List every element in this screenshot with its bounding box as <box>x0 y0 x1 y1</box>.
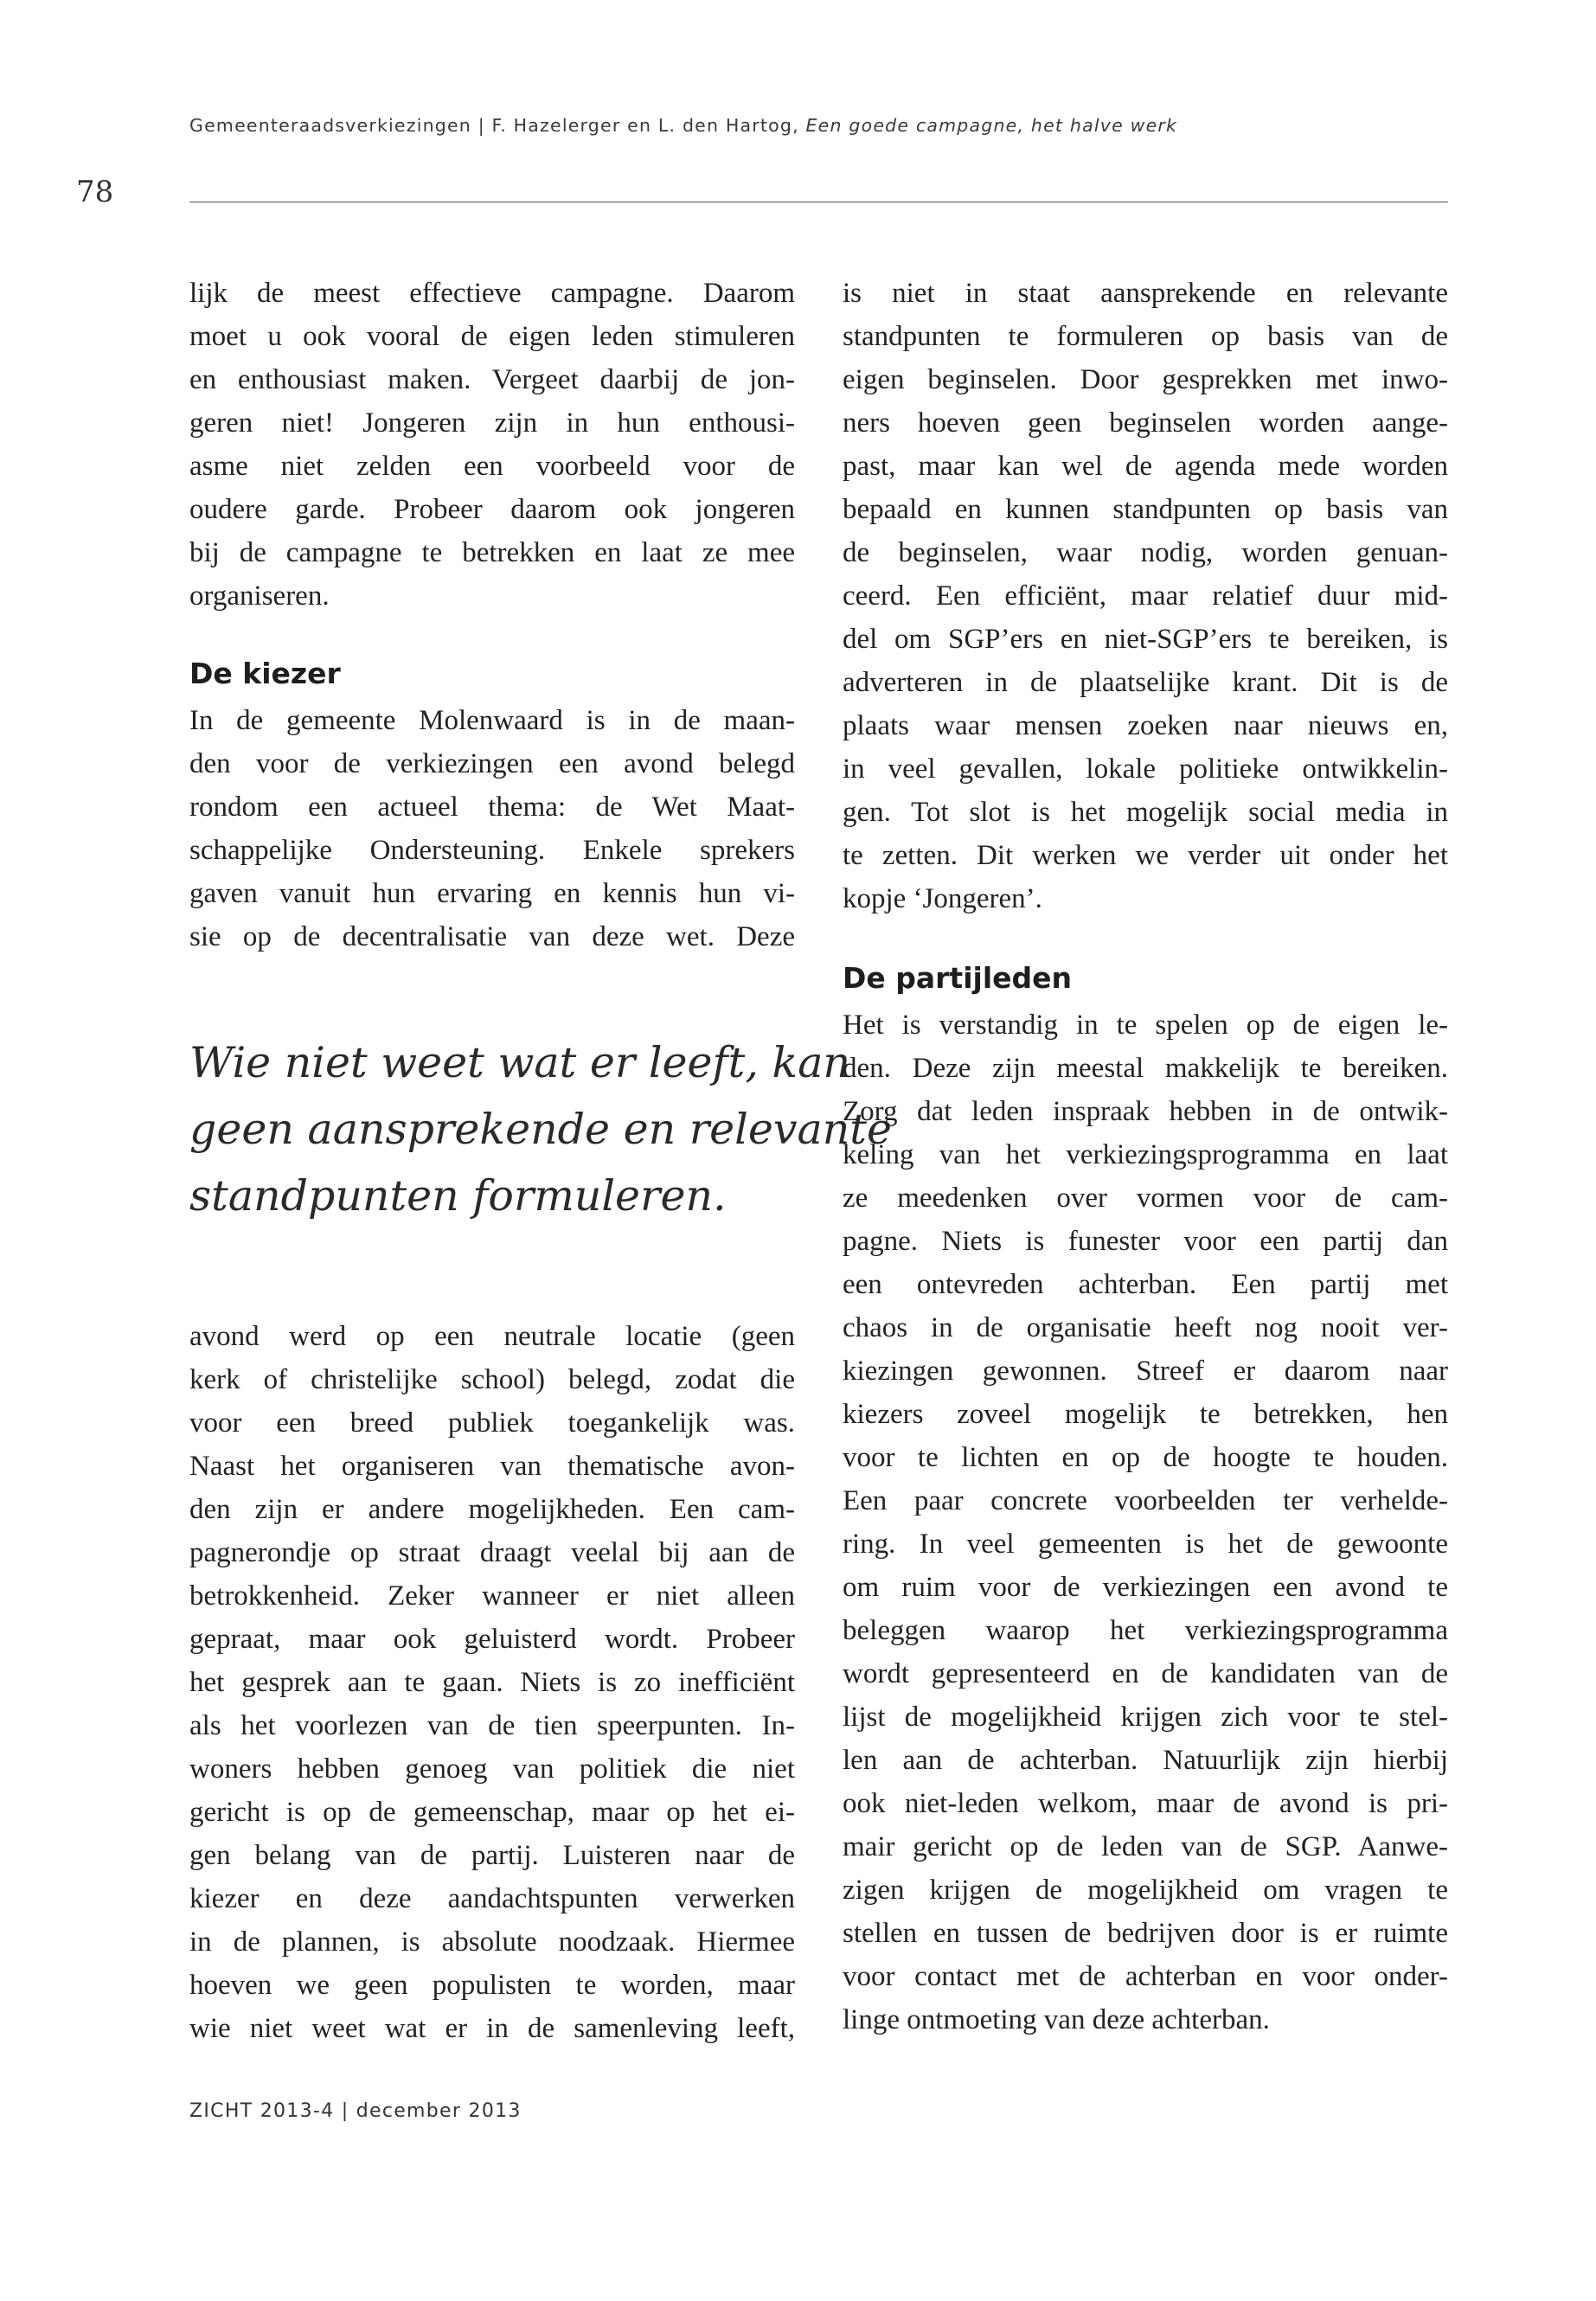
text-line: schappelijke Ondersteuning. Enkele sprekers <box>189 835 795 866</box>
text-line: avond werd op een neutrale locatie (geen <box>189 1321 795 1352</box>
text-line: chaos in de organisatie heeft nog nooit ver- <box>843 1312 1448 1343</box>
text-line: moet u ook vooral de eigen leden stimuleren <box>189 321 795 352</box>
text-line: gericht is op de gemeenschap, maar op het ei- <box>189 1797 795 1828</box>
text-line: ceerd. Een efficiënt, maar relatief duur mid- <box>843 580 1448 612</box>
text-line: sie op de decentralisatie van deze wet. Deze <box>189 921 795 952</box>
text-line: als het voorlezen van de tien speerpunten. In- <box>189 1710 795 1741</box>
text-line: stellen en tussen de bedrijven door is er ruimte <box>843 1918 1448 1949</box>
text-line: standpunten te formuleren op basis van de <box>843 321 1448 352</box>
text-line: del om SGP’ers en niet-SGP’ers te bereiken, is <box>843 624 1448 655</box>
text-line: den voor de verkiezingen een avond belegd <box>189 748 795 779</box>
text-line: voor te lichten en op de hoogte te houden. <box>843 1442 1448 1473</box>
section-heading-de-partijleden: De partijleden <box>843 961 1073 995</box>
text-line: te zetten. Dit werken we verder uit onder het <box>843 840 1448 871</box>
text-line: kerk of christelijke school) belegd, zodat die <box>189 1364 795 1395</box>
text-line: gen belang van de partij. Luisteren naar de <box>189 1840 795 1871</box>
text-line: asme niet zelden een voorbeeld voor de <box>189 451 795 482</box>
text-line: rondom een actueel thema: de Wet Maat- <box>189 792 795 823</box>
text-line: voor contact met de achterban en voor onder- <box>843 1961 1448 1992</box>
text-line: ook niet-leden welkom, maar de avond is pri- <box>843 1788 1448 1819</box>
text-line: om ruim voor de verkiezingen een avond te <box>843 1572 1448 1603</box>
text-line: organiseren. <box>189 580 330 612</box>
text-line: keling van het verkiezingsprogramma en laat <box>843 1139 1448 1170</box>
pull-quote-line: standpunten formuleren. <box>189 1171 727 1221</box>
text-line: het gesprek aan te gaan. Niets is zo inefficiënt <box>189 1667 795 1698</box>
text-line: kopje ‘Jongeren’. <box>843 883 1042 914</box>
text-line: lijst de mogelijkheid krijgen zich voor te stel- <box>843 1702 1448 1733</box>
text-line: een ontevreden achterban. Een partij met <box>843 1269 1448 1300</box>
text-line: kiezers zoveel mogelijk te betrekken, hen <box>843 1399 1448 1430</box>
text-line: wordt gepresenteerd en de kandidaten van de <box>843 1658 1448 1689</box>
text-line: adverteren in de plaatselijke krant. Dit is de <box>843 667 1448 698</box>
text-line: gaven vanuit hun ervaring en kennis hun vi- <box>189 878 795 909</box>
pull-quote <box>189 1029 892 1229</box>
right-intro-paragraph <box>843 272 1448 920</box>
running-head-authors: Gemeenteraadsverkiezingen | F. Hazelerger en L. den Hartog, <box>189 115 806 136</box>
text-line: gepraat, maar ook geluisterd wordt. Probeer <box>189 1624 795 1655</box>
text-line: woners hebben genoeg van politiek die niet <box>189 1753 795 1785</box>
text-line: kiezingen gewonnen. Streef er daarom naar <box>843 1356 1448 1387</box>
text-line: gen. Tot slot is het mogelijk social media in <box>843 797 1448 828</box>
text-line: Een paar concrete voorbeelden ter verhelde- <box>843 1485 1448 1516</box>
left-intro-paragraph <box>189 272 795 618</box>
text-line: len aan de achterban. Natuurlijk zijn hierbij <box>843 1745 1448 1776</box>
running-head <box>189 115 1177 136</box>
running-head-title: Een goede campagne, het halve werk <box>805 115 1178 136</box>
pull-quote-line: geen aansprekende en relevante <box>189 1105 892 1154</box>
pull-quote-line: Wie niet weet wat er leeft, kan <box>189 1038 850 1087</box>
kiezer-paragraph <box>189 699 795 958</box>
page-number: 78 <box>76 175 114 209</box>
text-line: in de plannen, is absolute noodzaak. Hiermee <box>189 1926 795 1958</box>
text-line: Naast het organiseren van thematische avon- <box>189 1451 795 1482</box>
text-line: linge ontmoeting van deze achterban. <box>843 2004 1270 2035</box>
text-line: mair gericht op de leden van de SGP. Aanwe- <box>843 1831 1448 1862</box>
text-line: bij de campagne te betrekken en laat ze mee <box>189 537 795 568</box>
text-line: past, maar kan wel de agenda mede worden <box>843 451 1448 482</box>
text-line: zigen krijgen de mogelijkheid om vragen te <box>843 1875 1448 1906</box>
kiezer-paragraph-continued <box>189 1315 795 2050</box>
text-line: den zijn er andere mogelijkheden. Een cam- <box>189 1494 795 1525</box>
text-line: ze meedenken over vormen voor de cam- <box>843 1183 1448 1214</box>
text-line: wie niet weet wat er in de samenleving leeft, <box>189 2013 795 2044</box>
section-heading-de-kiezer: De kiezer <box>189 657 341 690</box>
text-line: eigen beginselen. Door gesprekken met inwo- <box>843 364 1448 395</box>
text-line: beleggen waarop het verkiezingsprogramma <box>843 1615 1448 1646</box>
text-line: betrokkenheid. Zeker wanneer er niet alleen <box>189 1580 795 1612</box>
text-line: lijk de meest effectieve campagne. Daarom <box>189 278 795 309</box>
text-line: bepaald en kunnen standpunten op basis van <box>843 494 1448 525</box>
footer-issue-info: ZICHT 2013-4 | december 2013 <box>189 2100 522 2122</box>
text-line: oudere garde. Probeer daarom ook jongeren <box>189 494 795 525</box>
text-line: geren niet! Jongeren zijn in hun enthousi- <box>189 407 795 439</box>
text-line: hoeven we geen populisten te worden, maar <box>189 1970 795 2001</box>
text-line: en enthousiast maken. Vergeet daarbij de jon- <box>189 364 795 395</box>
text-line: de beginselen, waar nodig, worden genuan- <box>843 537 1448 568</box>
text-line: Het is verstandig in te spelen op de eigen le- <box>843 1009 1448 1041</box>
text-line: den. Deze zijn meestal makkelijk te bereiken. <box>843 1053 1448 1084</box>
text-line: In de gemeente Molenwaard is in de maan- <box>189 705 795 736</box>
text-line: ring. In veel gemeenten is het de gewoonte <box>843 1529 1448 1560</box>
text-line: pagne. Niets is funester voor een partij dan <box>843 1226 1448 1257</box>
text-line: is niet in staat aansprekende en relevante <box>843 278 1448 309</box>
partijleden-paragraph <box>843 1003 1448 2041</box>
text-line: in veel gevallen, lokale politieke ontwikkelin- <box>843 753 1448 785</box>
text-line: Zorg dat leden inspraak hebben in de ontwik- <box>843 1096 1448 1127</box>
text-line: kiezer en deze aandachtspunten verwerken <box>189 1883 795 1914</box>
text-line: pagnerondje op straat draagt veelal bij aan de <box>189 1537 795 1568</box>
text-line: plaats waar mensen zoeken naar nieuws en, <box>843 710 1448 741</box>
text-line: ners hoeven geen beginselen worden aange- <box>843 407 1448 439</box>
text-line: voor een breed publiek toegankelijk was. <box>189 1407 795 1439</box>
